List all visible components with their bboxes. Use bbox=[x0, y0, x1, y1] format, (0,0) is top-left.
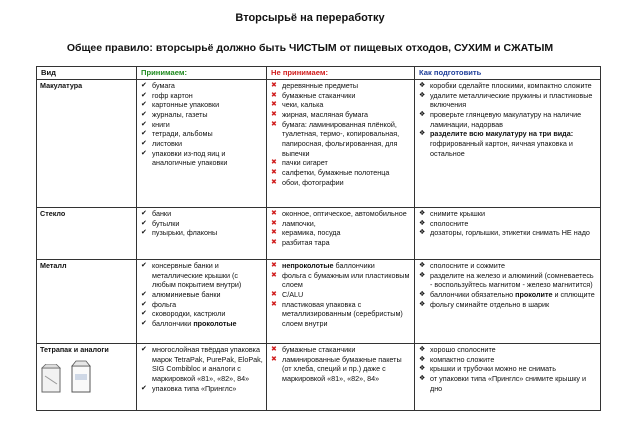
list-item bbox=[140, 261, 263, 290]
item-text: сковородки, кастрюли bbox=[152, 309, 226, 319]
check-icon: ✔ bbox=[141, 210, 147, 218]
list-item bbox=[270, 91, 411, 101]
list-item bbox=[418, 129, 597, 158]
material-name bbox=[37, 208, 137, 260]
reject-list bbox=[270, 81, 411, 187]
cross-icon: ✖ bbox=[271, 239, 277, 247]
check-icon: ✔ bbox=[141, 291, 147, 299]
table-row-metal bbox=[37, 260, 601, 344]
emphasis-text: непроколотые bbox=[282, 261, 334, 271]
item-text: консервные банки и металлические крышки (с любым покрытием внутри) bbox=[152, 261, 242, 290]
item-text: фольга с бумажным или пластиковым слоем bbox=[282, 270, 410, 290]
list-item bbox=[270, 168, 411, 178]
header-reject: Не принимаем: bbox=[267, 67, 415, 80]
list-item bbox=[270, 110, 411, 120]
prepare-list bbox=[418, 209, 597, 238]
general-rule: Общее правило: вторсырьё должно быть ЧИСТЫМ от пищевых отходов, СУХИМ и СЖАТЫМ bbox=[66, 42, 554, 54]
cross-icon: ✖ bbox=[271, 82, 277, 90]
accept-cell bbox=[137, 344, 267, 411]
material-label: Макулатура bbox=[40, 81, 83, 91]
diamond-bullet-icon: ❖ bbox=[419, 219, 426, 227]
item-text: книги bbox=[152, 119, 170, 129]
check-icon: ✔ bbox=[141, 82, 147, 90]
diamond-bullet-icon: ❖ bbox=[419, 271, 426, 279]
list-item bbox=[270, 209, 411, 219]
list-item bbox=[270, 158, 411, 168]
list-item bbox=[270, 81, 411, 91]
item-text: проверьте глянцевую макулатуру на наличие ламинации, надорвав bbox=[430, 110, 582, 129]
diamond-bullet-icon: ❖ bbox=[419, 111, 426, 119]
item-text: баллончики обязательно bbox=[430, 290, 516, 300]
reject-list bbox=[270, 209, 411, 248]
list-item bbox=[140, 129, 263, 139]
item-text: фольгу сминайте отдельно в шарик bbox=[430, 299, 550, 309]
item-text: ламинированные бумажные пакеты (от хлеба, специй и пр.) даже с маркировкой «81», «82», 84» bbox=[282, 354, 402, 384]
emphasis-text: разделите всю макулатуру на три вида: bbox=[430, 129, 574, 139]
item-text: бумага: ламинированная плёнкой, туалетная, термо-, копировальная, папиросная, фольгированная, для выпечки bbox=[282, 119, 400, 158]
diamond-bullet-icon: ❖ bbox=[419, 91, 426, 99]
header-row bbox=[37, 67, 601, 80]
list-item bbox=[140, 149, 263, 168]
item-text: обои, фотографии bbox=[282, 177, 344, 187]
item-text: салфетки, бумажные полотенца bbox=[282, 167, 390, 177]
list-item bbox=[418, 261, 597, 271]
prepare-list bbox=[418, 261, 597, 309]
check-icon: ✔ bbox=[141, 91, 147, 99]
cross-icon: ✖ bbox=[271, 210, 277, 218]
accept-cell bbox=[137, 80, 267, 208]
item-text: бумага bbox=[152, 81, 175, 91]
reject-cell bbox=[267, 80, 415, 208]
accept-cell bbox=[137, 208, 267, 260]
list-item bbox=[140, 309, 263, 319]
item-text: удалите металлические пружины и пластиковые включения bbox=[430, 90, 593, 110]
emphasis-text: проколите bbox=[515, 290, 553, 300]
list-item bbox=[418, 228, 597, 238]
cross-icon: ✖ bbox=[271, 91, 277, 99]
diamond-bullet-icon: ❖ bbox=[419, 375, 426, 383]
item-text: компактно сложите bbox=[430, 354, 495, 364]
material-name bbox=[37, 344, 137, 411]
list-item bbox=[140, 110, 263, 120]
list-item bbox=[140, 81, 263, 91]
cross-icon: ✖ bbox=[271, 178, 277, 186]
list-item bbox=[140, 219, 263, 229]
list-item bbox=[140, 120, 263, 130]
item-text: гофрированный картон, яичная упаковка и остальное bbox=[430, 139, 573, 158]
list-item bbox=[270, 261, 411, 271]
cross-icon: ✖ bbox=[271, 355, 277, 363]
item-text: журналы, газеты bbox=[152, 110, 208, 120]
list-item bbox=[140, 345, 263, 384]
material-label: Металл bbox=[40, 261, 67, 271]
item-text: и сплющите bbox=[552, 290, 595, 300]
cross-icon: ✖ bbox=[271, 291, 277, 299]
diamond-bullet-icon: ❖ bbox=[419, 346, 426, 354]
check-icon: ✔ bbox=[141, 262, 147, 270]
check-icon: ✔ bbox=[141, 101, 147, 109]
item-text: разделите на железо и алюминий (сомневаетесь - воспользуйтесь магнитом - железо магнитится) bbox=[430, 270, 594, 290]
cross-icon: ✖ bbox=[271, 271, 277, 279]
item-text: сполосните bbox=[430, 218, 469, 228]
list-item bbox=[270, 238, 411, 248]
accept-list bbox=[140, 209, 263, 238]
item-text: гофр картон bbox=[152, 90, 193, 100]
list-item bbox=[270, 120, 411, 159]
reject-list bbox=[270, 261, 411, 328]
list-item bbox=[418, 355, 597, 365]
diamond-bullet-icon: ❖ bbox=[419, 291, 426, 299]
list-item bbox=[140, 384, 263, 394]
item-text: многослойная твёрдая упаковка марок TetraPak, PurePak, EloPak, SIG Combibloc и аналоги с маркировкой «81», «82», 84» bbox=[152, 345, 263, 384]
list-item bbox=[270, 228, 411, 238]
item-text: лампочки, bbox=[282, 218, 316, 228]
item-text: коробки сделайте плоскими, компактно сложите bbox=[430, 81, 592, 91]
material-name bbox=[37, 260, 137, 344]
cross-icon: ✖ bbox=[271, 346, 277, 354]
list-item bbox=[418, 271, 597, 290]
diamond-bullet-icon: ❖ bbox=[419, 300, 426, 308]
list-item bbox=[140, 91, 263, 101]
accept-list bbox=[140, 81, 263, 168]
prepare-cell bbox=[415, 260, 601, 344]
item-text: C/ALU bbox=[282, 290, 304, 300]
list-item bbox=[418, 374, 597, 393]
list-item bbox=[140, 139, 263, 149]
prepare-cell bbox=[415, 80, 601, 208]
prepare-cell bbox=[415, 208, 601, 260]
list-item bbox=[418, 110, 597, 129]
reject-list bbox=[270, 345, 411, 384]
list-item bbox=[418, 81, 597, 91]
item-text: баллончики bbox=[152, 319, 194, 329]
list-item bbox=[418, 219, 597, 229]
item-text: листовки bbox=[152, 139, 182, 149]
carton-images bbox=[40, 360, 133, 394]
diamond-bullet-icon: ❖ bbox=[419, 82, 426, 90]
item-text: крышки и трубочки можно не снимать bbox=[430, 364, 556, 374]
cross-icon: ✖ bbox=[271, 168, 277, 176]
list-item bbox=[270, 300, 411, 329]
cross-icon: ✖ bbox=[271, 300, 277, 308]
list-item bbox=[270, 100, 411, 110]
list-item bbox=[418, 364, 597, 374]
table-row-glass bbox=[37, 208, 601, 260]
item-text: банки bbox=[152, 209, 172, 219]
reject-cell bbox=[267, 260, 415, 344]
check-icon: ✔ bbox=[141, 120, 147, 128]
diamond-bullet-icon: ❖ bbox=[419, 229, 426, 237]
check-icon: ✔ bbox=[141, 149, 147, 157]
item-text: бутылки bbox=[152, 218, 180, 228]
cross-icon: ✖ bbox=[271, 120, 277, 128]
item-text: алюминиевые банки bbox=[152, 290, 221, 300]
header-accept: Принимаем: bbox=[137, 67, 267, 80]
item-text: разбитая тара bbox=[282, 238, 330, 248]
reject-cell bbox=[267, 344, 415, 411]
carton-package-image bbox=[68, 360, 96, 394]
item-text: упаковка типа «Принглс» bbox=[152, 383, 237, 393]
diamond-bullet-icon: ❖ bbox=[419, 130, 426, 138]
item-text: от упаковки типа «Принглс» снимите крышку и дно bbox=[430, 374, 587, 393]
diamond-bullet-icon: ❖ bbox=[419, 262, 426, 270]
list-item bbox=[270, 290, 411, 300]
header-kind: Вид bbox=[37, 67, 137, 80]
diamond-bullet-icon: ❖ bbox=[419, 365, 426, 373]
check-icon: ✔ bbox=[141, 384, 147, 392]
list-item bbox=[140, 100, 263, 110]
list-item bbox=[140, 290, 263, 300]
item-text: баллончики bbox=[333, 261, 375, 271]
list-item bbox=[418, 345, 597, 355]
cross-icon: ✖ bbox=[271, 101, 277, 109]
header-prepare: Как подготовить bbox=[415, 67, 601, 80]
list-item bbox=[270, 271, 411, 290]
list-item bbox=[418, 290, 597, 300]
material-name bbox=[37, 80, 137, 208]
list-item bbox=[418, 300, 597, 310]
item-text: чеки, калька bbox=[282, 100, 324, 110]
check-icon: ✔ bbox=[141, 320, 147, 328]
check-icon: ✔ bbox=[141, 219, 147, 227]
item-text: хорошо сполосните bbox=[430, 345, 496, 355]
material-label: Тетрапак и аналоги bbox=[40, 345, 109, 355]
item-text: картонные упаковки bbox=[152, 100, 220, 110]
item-text: фольга bbox=[152, 299, 177, 309]
list-item bbox=[140, 228, 263, 238]
accept-cell bbox=[137, 260, 267, 344]
cross-icon: ✖ bbox=[271, 111, 277, 119]
item-text: тетради, альбомы bbox=[152, 129, 213, 139]
check-icon: ✔ bbox=[141, 140, 147, 148]
item-text: пластиковая упаковка с металлизированным (серебристым) слоем внутри bbox=[282, 299, 403, 329]
recycling-table bbox=[36, 66, 601, 411]
cross-icon: ✖ bbox=[271, 219, 277, 227]
prepare-list bbox=[418, 81, 597, 158]
cross-icon: ✖ bbox=[271, 262, 277, 270]
item-text: снимите крышки bbox=[430, 209, 485, 219]
list-item bbox=[270, 219, 411, 229]
emphasis-text: проколотые bbox=[193, 319, 237, 329]
list-item bbox=[418, 91, 597, 110]
diamond-bullet-icon: ❖ bbox=[419, 355, 426, 363]
material-label: Стекло bbox=[40, 209, 66, 219]
list-item bbox=[270, 345, 411, 355]
cross-icon: ✖ bbox=[271, 159, 277, 167]
item-text: пузырьки, флаконы bbox=[152, 228, 218, 238]
check-icon: ✔ bbox=[141, 300, 147, 308]
check-icon: ✔ bbox=[141, 310, 147, 318]
item-text: бумажные стаканчики bbox=[282, 345, 356, 355]
check-icon: ✔ bbox=[141, 111, 147, 119]
cross-icon: ✖ bbox=[271, 229, 277, 237]
page-title: Вторсырьё на переработку bbox=[235, 12, 385, 24]
list-item bbox=[270, 178, 411, 188]
prepare-list bbox=[418, 345, 597, 393]
item-text: пачки сигарет bbox=[282, 158, 328, 168]
accept-list bbox=[140, 261, 263, 328]
prepare-cell bbox=[415, 344, 601, 411]
list-item bbox=[270, 355, 411, 384]
list-item bbox=[140, 300, 263, 310]
item-text: дозаторы, горлышки, этикетки снимать НЕ надо bbox=[430, 228, 590, 238]
item-text: деревянные предметы bbox=[282, 81, 358, 91]
reject-cell bbox=[267, 208, 415, 260]
check-icon: ✔ bbox=[141, 130, 147, 138]
list-item bbox=[140, 319, 263, 329]
diamond-bullet-icon: ❖ bbox=[419, 210, 426, 218]
item-text: сполосните и сожмите bbox=[430, 261, 505, 271]
item-text: оконное, оптическое, автомобильное bbox=[282, 209, 407, 219]
list-item bbox=[140, 209, 263, 219]
check-icon: ✔ bbox=[141, 229, 147, 237]
table-row-paper bbox=[37, 80, 601, 208]
flattened-carton-image bbox=[40, 364, 64, 394]
item-text: жирная, масляная бумага bbox=[282, 110, 369, 120]
list-item bbox=[418, 209, 597, 219]
check-icon: ✔ bbox=[141, 346, 147, 354]
table-row-tetrapak bbox=[37, 344, 601, 411]
item-text: керамика, посуда bbox=[282, 228, 341, 238]
accept-list bbox=[140, 345, 263, 393]
item-text: бумажные стаканчики bbox=[282, 90, 356, 100]
item-text: упаковки из-под яиц и аналогичные упаковки bbox=[152, 148, 228, 168]
